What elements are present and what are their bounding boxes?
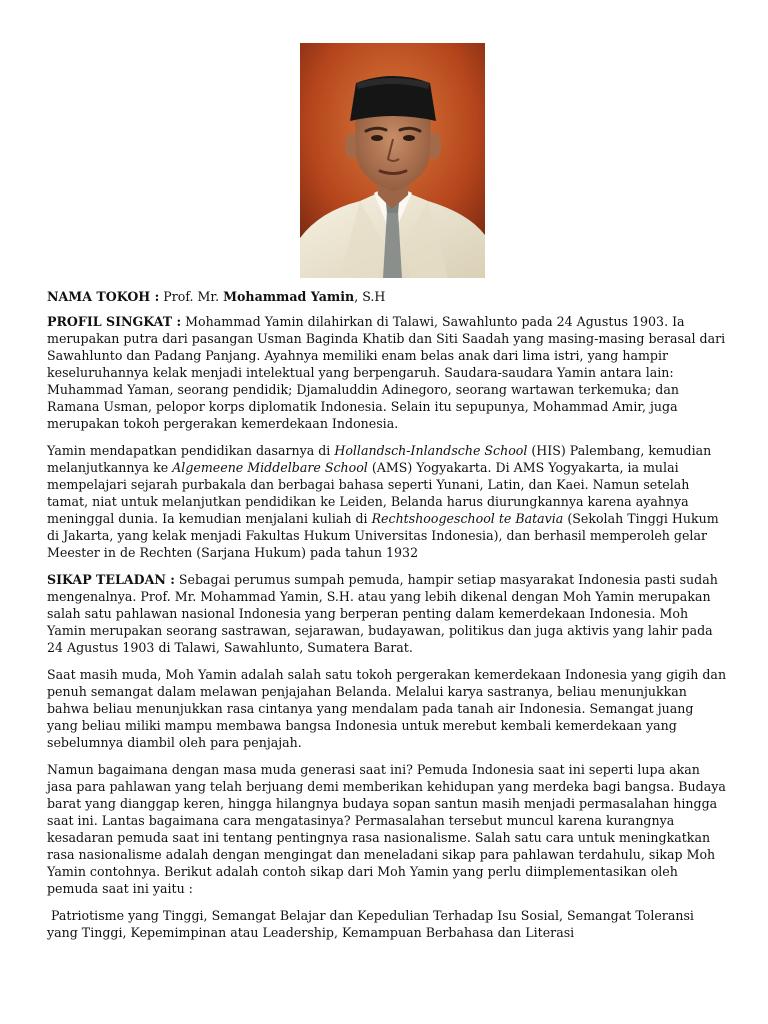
attitude-label: SIKAP TELADAN :	[47, 572, 175, 587]
education-text-1: Yamin mendapatkan pendidikan dasarnya di	[47, 443, 335, 458]
education-text-2: (HIS) Palembang, kemudian melanjutkannya ke	[47, 443, 712, 475]
name-prefix: Prof. Mr.	[159, 289, 224, 304]
school-his: Hollandsch-Inlandsche School	[334, 443, 528, 458]
education-paragraph	[47, 442, 727, 561]
person-name: Mohammad Yamin	[223, 289, 355, 304]
attitude-text: Sebagai perumus sumpah pemuda, hampir setiap masyarakat Indonesia pasti sudah mengenalnya. Prof. Mr. Mohammad Yamin, S.H. atau yang lebih dikenal dengan Moh Yamin merupakan salah satu pahlawan nasional Indonesia yang berperan penting dalam kemerdekaan Indonesia. Moh Yamin merupakan seorang sastrawan, sejarawan, budayawan, politikus dan juga aktivis yang lahir pada 24 Agustus 1903 di Talawi, Sawahlunto, Sumatera Barat.	[47, 572, 718, 655]
name-label: NAMA TOKOH :	[47, 289, 160, 304]
education-text-3: (AMS) Yogyakarta. Di AMS Yogyakarta, ia mulai mempelajari sejarah purbakala dan berbagai bahasa seperti Yunani, Latin, dan Kaei. Namun setelah tamat, niat untuk melanjutkan pendidikan ke Leiden, Belanda harus diurungkannya karena ayahnya meninggal dunia. Ia kemudian menjalani kuliah di	[47, 460, 690, 526]
education-text-4: (Sekolah Tinggi Hukum di Jakarta, yang kelak menjadi Fakultas Hukum Universitas Indonesia), dan berhasil memperoleh gelar Meester in de Rechten (Sarjana Hukum) pada tahun 1932	[47, 511, 719, 560]
profile-label: PROFIL SINGKAT :	[47, 314, 182, 329]
name-line	[47, 288, 727, 305]
portrait-painting	[300, 43, 485, 278]
name-suffix: , S.H	[354, 289, 386, 304]
profile-text: Mohammad Yamin dilahirkan di Talawi, Sawahlunto pada 24 Agustus 1903. Ia merupakan putra dari pasangan Usman Baginda Khatib dan Siti Saadah yang masing-masing berasal dari Sawahlunto dan Padang Panjang. Ayahnya memiliki enam belas anak dari lima istri, yang hampir keseluruhannya kelak menjadi intelektual yang berpengaruh. Saudara-saudara Yamin antara lain: Muhammad Yaman, seorang pendidik; Djamaluddin Adinegoro, seorang wartawan terkemuka; dan Ramana Usman, pelopor korps diplomatik Indonesia. Selain itu sepupunya, Mohammad Amir, juga merupakan tokoh pergerakan kemerdekaan Indonesia.	[47, 314, 726, 431]
youth-paragraph: Saat masih muda, Moh Yamin adalah salah satu tokoh pergerakan kemerdekaan Indonesia yang gigih dan penuh semangat dalam melawan penjajahan Belanda. Melalui karya sastranya, beliau menunjukkan bahwa beliau menunjukkan rasa cintanya yang mendalam pada tanah air Indonesia. Semangat juang yang beliau miliki mampu membawa bangsa Indonesia untuk merebut kembali kemerdekaan yang sebelumnya diambil oleh para penjajah.	[47, 667, 727, 750]
portrait-image	[300, 43, 485, 278]
document-body	[47, 288, 727, 951]
profile-paragraph	[47, 313, 727, 432]
attitude-paragraph	[47, 571, 727, 656]
school-ams: Algemeene Middelbare School	[172, 460, 368, 475]
school-rechtshoogeschool: Rechtshoogeschool te Batavia	[371, 511, 564, 526]
traits-list-paragraph: Patriotisme yang Tinggi, Semangat Belajar dan Kepedulian Terhadap Isu Sosial, Semangat Toleransi yang Tinggi, Kepemimpinan atau Leadership, Kemampuan Berbahasa dan Literasi	[47, 908, 698, 940]
present-paragraph: Namun bagaimana dengan masa muda generasi saat ini? Pemuda Indonesia saat ini seperti lupa akan jasa para pahlawan yang telah berjuang demi memberikan kehidupan yang merdeka bagi bangsa. Budaya barat yang dianggap keren, hingga hilangnya budaya sopan santun masih menjadi permasalahan hingga saat ini. Lantas bagaimana cara mengatasinya? Permasalahan tersebut muncul karena kurangnya kesadaran pemuda saat ini tentang pentingnya rasa nasionalisme. Salah satu cara untuk meningkatkan rasa nasionalisme adalah dengan mengingat dan meneladani sikap para pahlawan terdahulu, sikap Moh Yamin contohnya. Berikut adalah contoh sikap dari Moh Yamin yang perlu diimplementasikan oleh pemuda saat ini yaitu :	[47, 762, 726, 896]
